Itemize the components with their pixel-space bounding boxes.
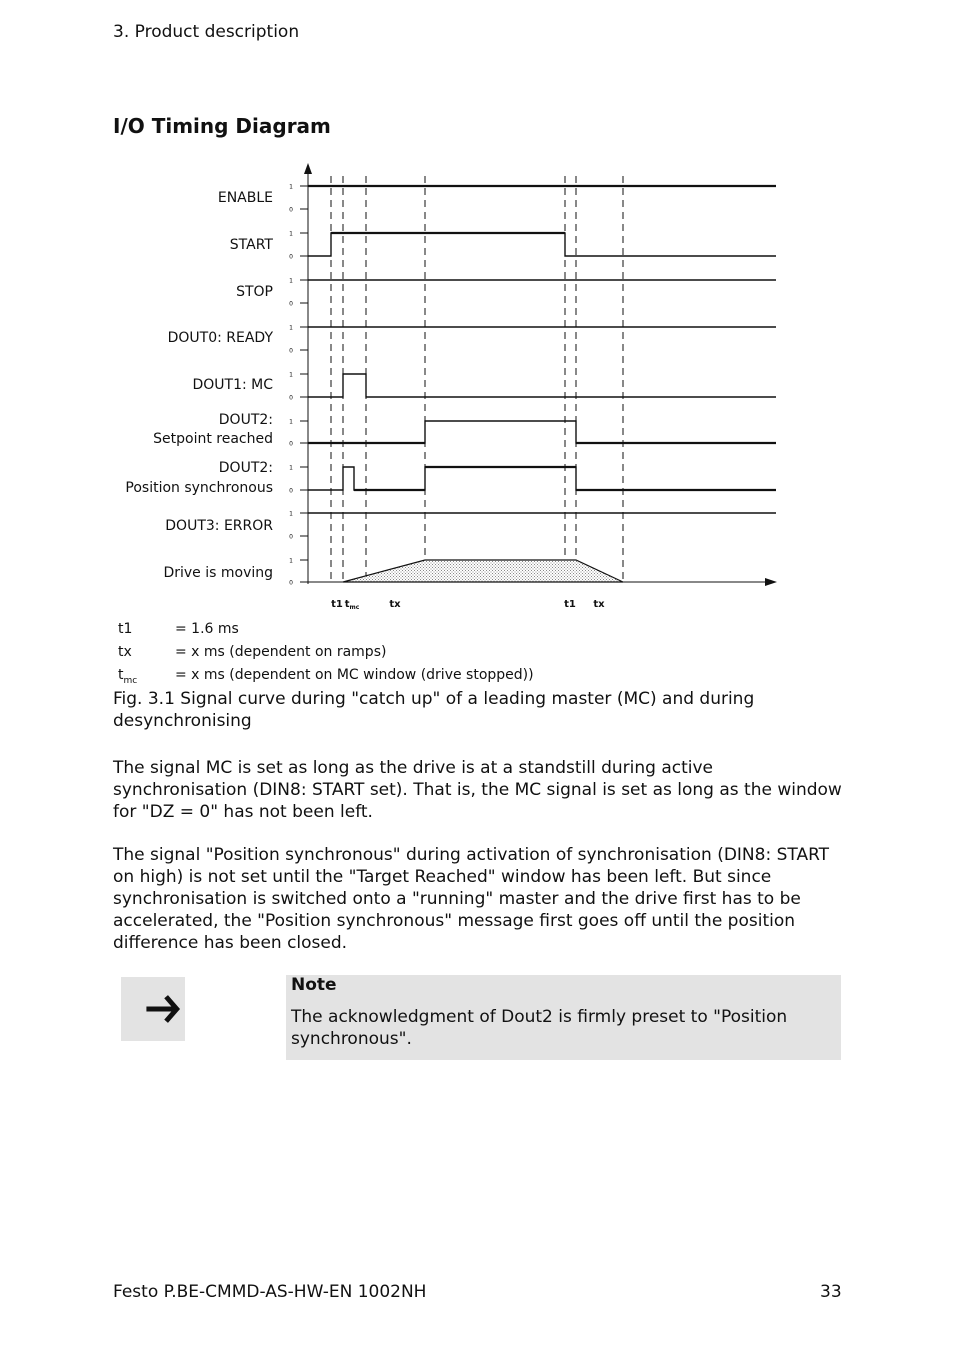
footer-document-id: Festo P.BE-CMMD-AS-HW-EN 1002NH — [113, 1282, 427, 1302]
time-marker-main: tx — [389, 599, 401, 610]
time-marker-label — [593, 599, 605, 610]
note-icon-box — [121, 977, 185, 1041]
time-axis-arrow — [765, 578, 777, 586]
level-label: 1 — [289, 418, 293, 426]
signal-label: DOUT1: MC — [192, 377, 273, 393]
level-label: 0 — [289, 440, 293, 448]
level-label: 1 — [289, 324, 293, 332]
time-marker-main: t1 — [564, 599, 576, 610]
note-title: Note — [291, 975, 337, 995]
y-axis-arrow — [304, 163, 312, 174]
level-label: 0 — [289, 347, 293, 355]
level-label: 0 — [289, 579, 293, 587]
level-label: 0 — [289, 300, 293, 308]
signal-label: Drive is moving — [163, 565, 273, 581]
level-label: 0 — [289, 206, 293, 214]
page-number: 33 — [820, 1282, 842, 1302]
legend-value-t1: = 1.6 ms — [175, 621, 239, 637]
signal-label: DOUT0: READY — [167, 330, 273, 346]
time-marker-label — [564, 599, 576, 610]
section-title: I/O Timing Diagram — [113, 114, 331, 138]
mc-waveform — [308, 374, 776, 397]
level-label: 1 — [289, 464, 293, 472]
level-label: 1 — [289, 183, 293, 191]
level-label: 0 — [289, 487, 293, 495]
level-label: 1 — [289, 277, 293, 285]
level-label: 1 — [289, 510, 293, 518]
level-label: 0 — [289, 394, 293, 402]
signal-label: DOUT3: ERROR — [165, 518, 273, 534]
note-text: The acknowledgment of Dout2 is firmly preset to "Position synchronous". — [291, 1007, 788, 1049]
signal-label: DOUT2: — [218, 460, 273, 476]
legend-key-tmc-main: t — [118, 667, 124, 683]
signal-label: STOP — [236, 284, 273, 300]
level-label: 0 — [289, 253, 293, 261]
level-label: 1 — [289, 230, 293, 238]
paragraph-mc-signal: The signal MC is set as long as the drive is at a standstill during active synchronisation (DIN8: START set). That is, the MC signal is set as long as the window for "DZ = 0" has not been left. — [113, 758, 842, 822]
running-header: 3. Product description — [113, 22, 300, 42]
level-label: 1 — [289, 557, 293, 565]
start-waveform — [308, 233, 776, 256]
time-marker-main: t — [344, 599, 350, 610]
legend-value-tx: = x ms (dependent on ramps) — [175, 644, 387, 660]
setpoint-reached-waveform — [308, 421, 776, 443]
legend-key-t1: t1 — [118, 621, 133, 637]
time-marker-label — [331, 599, 343, 610]
level-label: 0 — [289, 533, 293, 541]
figure-caption: Fig. 3.1 Signal curve during "catch up" of a leading master (MC) and during desynchronising — [113, 689, 755, 731]
signal-label: Position synchronous — [125, 480, 273, 496]
time-marker-main: tx — [593, 599, 605, 610]
time-marker-label — [345, 599, 360, 611]
signal-label: START — [229, 237, 273, 253]
drive-moving-profile — [343, 560, 623, 582]
level-label: 1 — [289, 371, 293, 379]
arrow-right-icon — [121, 977, 185, 1041]
legend-key-tx: tx — [118, 644, 132, 660]
signal-label: ENABLE — [217, 190, 273, 206]
legend-key-tmc — [118, 667, 137, 686]
time-marker-label — [389, 599, 401, 610]
time-marker-sub: mc — [349, 604, 360, 611]
legend-key-tmc-sub: mc — [123, 675, 138, 686]
time-marker-main: t1 — [331, 599, 343, 610]
position-synchronous-waveform — [308, 467, 776, 490]
signal-label: Setpoint reached — [153, 431, 273, 447]
legend-value-tmc: = x ms (dependent on MC window (drive stopped)) — [175, 667, 534, 683]
io-timing-diagram — [0, 0, 954, 640]
signal-label: DOUT2: — [218, 412, 273, 428]
paragraph-position-synchronous: The signal "Position synchronous" during activation of synchronisation (DIN8: START on high) is not set until the "Target Reached" window has been left. But since synchronisation is switched onto a "running" master and the drive first has to be accelerated, the "Position synchronous" message first goes off until the position difference has been closed. — [113, 845, 830, 953]
